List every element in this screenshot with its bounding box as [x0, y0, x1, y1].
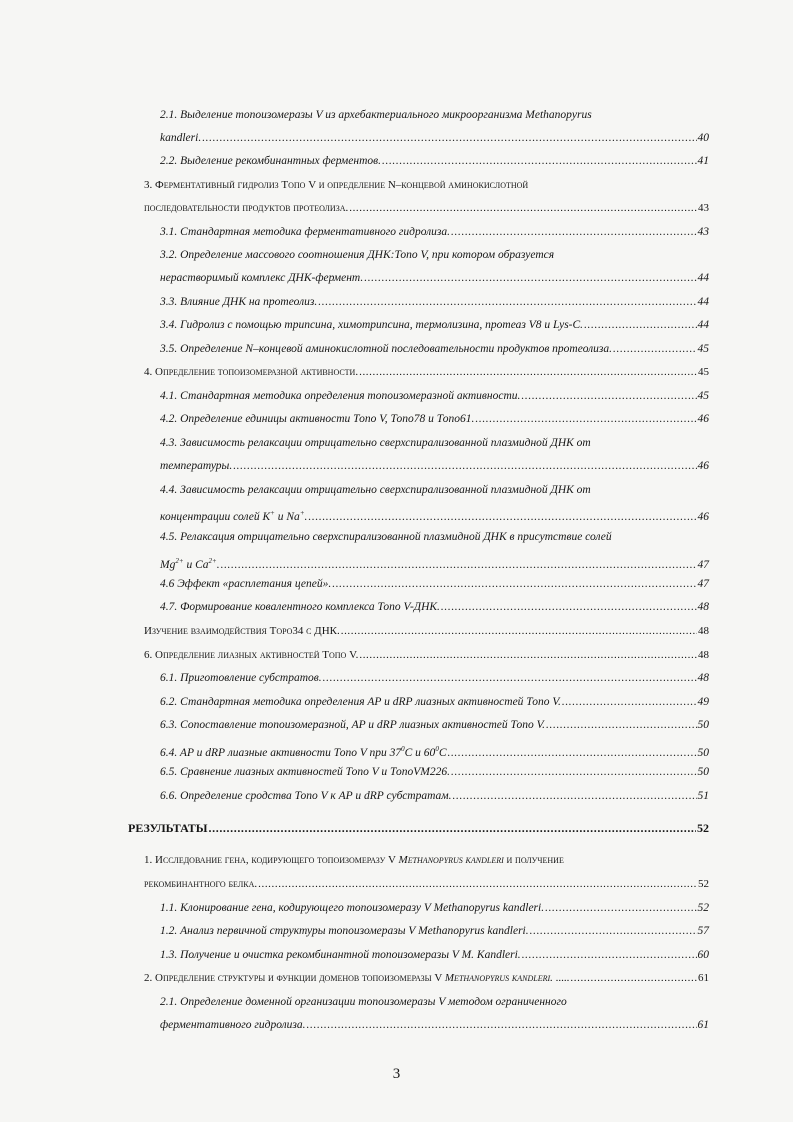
toc-entry-text: рекомбинантного белка. [144, 878, 258, 890]
toc-entry-4-6 [160, 577, 709, 591]
text-run: Methanopyrus kandleri [398, 854, 504, 866]
text-run: и получение [503, 854, 564, 866]
toc-entry-4-5 [160, 554, 709, 572]
toc-entry-text: нерастворимый комплекс ДНК-фермент. [160, 272, 364, 284]
leader-dots [562, 695, 697, 709]
toc-entry-4 [144, 365, 709, 379]
toc-entry-text: 1.2. Анализ первичной структуры топоизомеразы V Methanopyrus kandleri. [160, 925, 529, 937]
toc-entry-6-3 [160, 718, 709, 732]
toc-entry-3-4 [160, 318, 709, 332]
text-run: . [304, 510, 308, 523]
toc-entry-3-2 [160, 271, 709, 285]
leader-dots [441, 600, 697, 614]
toc-page-number: 48 [697, 601, 709, 613]
leader-dots [308, 510, 696, 524]
toc-entry-text: ферментативного гидролиза. [160, 1019, 306, 1031]
leader-dots [522, 948, 697, 962]
toc-entry-4-3-line1: 4.3. Зависимость релаксации отрицательно сверхспирализованной плазмидной ДНК от [160, 437, 591, 449]
leader-dots [613, 342, 696, 356]
toc-page-number: 48 [698, 625, 709, 637]
toc-entry-3-2-line1: 3.2. Определение массового соотношения ДНК:Топо V, при котором образуется [160, 249, 555, 261]
toc-entry-text [144, 971, 569, 985]
toc-entry-text [160, 554, 220, 572]
toc-page-number: 61 [697, 1019, 709, 1031]
leader-dots [359, 365, 697, 379]
toc-entry-3-1 [160, 225, 709, 239]
toc-page-number: 48 [697, 672, 709, 684]
toc-entry-6-2 [160, 695, 709, 709]
toc-page-number: 47 [697, 578, 709, 590]
toc-entry-r1-line1 [144, 853, 564, 867]
toc-page-number: 50 [697, 766, 709, 778]
toc-entry-r2-1-line1: 2.1. Определение доменной организации топоизомеразы V методом ограниченного [160, 996, 567, 1008]
toc-entry-4-3 [160, 459, 709, 473]
toc-entry-4-4-line1: 4.4. Зависимость релаксации отрицательно сверхспирализованной плазмидной ДНК от [160, 484, 591, 496]
leader-dots [530, 924, 697, 938]
toc-entry-6-5 [160, 765, 709, 779]
leader-dots [451, 765, 696, 779]
toc-entry-r1-2 [160, 924, 709, 938]
toc-page-number: 47 [697, 558, 709, 571]
toc-entry-r1-3 [160, 948, 709, 962]
toc-page-number: 52 [698, 878, 709, 890]
leader-dots [202, 131, 696, 145]
leader-dots [221, 558, 697, 572]
toc-entry-text: Изучение взаимодействия Topo34 с ДНК. [144, 625, 340, 637]
toc-entry-text [160, 742, 446, 760]
text-run: 2. Определение структуры и функции доменов топоизомеразы V [144, 972, 445, 984]
toc-entry-4-7 [160, 600, 709, 614]
leader-dots [453, 789, 697, 803]
toc-entry-text: 1.3. Получение и очистка рекомбинантной топоизомеразы V M. Kandleri. [160, 949, 521, 961]
toc-page-number: 48 [698, 649, 709, 661]
toc-page-number: 50 [697, 746, 709, 759]
toc-page-number: 45 [697, 390, 709, 402]
toc-entry-text: РЕЗУЛЬТАТЫ [128, 821, 208, 835]
toc-entry-6-4 [160, 742, 709, 760]
text-run: C и 60 [404, 746, 436, 759]
toc-page-number: 44 [697, 319, 709, 331]
toc-entry-6 [144, 648, 709, 662]
leader-dots [570, 971, 697, 985]
toc-entry-3-3 [160, 295, 709, 309]
leader-dots [359, 648, 697, 662]
toc-entry-text: 6.3. Сопоставление топоизомеразной, AP и dRP лиазных активностей Топо V. [160, 719, 546, 731]
text-run: Mg [160, 558, 176, 571]
leader-dots [382, 154, 697, 168]
leader-dots [447, 746, 696, 760]
page-number: 3 [392, 1066, 401, 1082]
toc-entry-text: 6.5. Сравнение лиазных активностей Топо V и ТопоVM226. [160, 766, 451, 778]
toc-entry-3-5 [160, 342, 709, 356]
toc-entry-text: 3.5. Определение N–концевой аминокислотной последовательности продуктов протеолиза. [160, 343, 613, 355]
toc-section-results [128, 821, 709, 835]
toc-entry-text: температуры. [160, 460, 233, 472]
toc-entry-text: 6.1. Приготовление субстратов. [160, 672, 322, 684]
toc-entry-4-5-line1: 4.5. Релаксация отрицательно сверхспирализованной плазмидной ДНК в присутствие солей [160, 531, 612, 543]
leader-dots [332, 577, 696, 591]
toc-page-number: 43 [698, 202, 709, 214]
superscript: 0 [435, 745, 439, 753]
leader-dots [258, 877, 697, 891]
toc-entry-6-1 [160, 671, 709, 685]
text-run: концентрации солей K [160, 510, 271, 523]
toc-entry-6-6 [160, 789, 709, 803]
toc-page-number: 44 [697, 296, 709, 308]
leader-dots [546, 718, 696, 732]
toc-page-number: 43 [697, 226, 709, 238]
leader-dots [364, 271, 696, 285]
toc-entry-r1 [144, 877, 709, 891]
toc-page-number: 45 [698, 366, 709, 378]
toc-page-number: 46 [697, 460, 709, 472]
toc-entry-text: 4.2. Определение единицы активности Топо V, Топо78 и Топо61. [160, 413, 475, 425]
toc-entry-text: последовательности продуктов протеолиза. [144, 202, 349, 214]
toc-page-number: 49 [697, 696, 709, 708]
toc-entry-4-2 [160, 412, 709, 426]
leader-dots [545, 901, 696, 915]
superscript: 0 [401, 745, 405, 753]
toc-entry-5 [144, 624, 709, 638]
toc-page-number: 60 [697, 949, 709, 961]
toc-entry-text: 3.4. Гидролиз с помощью трипсина, химотрипсина, термолизина, протеаз V8 и Lys-C. [160, 319, 584, 331]
text-run: Methanopyrus kandleri. [444, 972, 553, 984]
leader-dots [307, 1018, 697, 1032]
superscript: + [270, 509, 275, 517]
toc-page-number: 52 [697, 902, 709, 914]
toc-entry-text [160, 506, 307, 524]
leader-dots [323, 671, 697, 685]
toc-entry-2-1 [160, 131, 709, 145]
toc-entry-text: 3.1. Стандартная методика ферментативного гидролиза. [160, 226, 451, 238]
text-run: ..... [552, 972, 570, 984]
toc-entry-3 [144, 201, 709, 215]
text-run: и Ca [183, 558, 209, 571]
text-run: 6.4. AP и dRP лиазные активности Топо V при 37 [160, 746, 402, 759]
toc-entry-text: 4.6 Эффект «расплетания цепей». [160, 578, 332, 590]
toc-page-number: 45 [697, 343, 709, 355]
toc-entry-text: 6. Определение лиазных активностей Топо V. [144, 649, 359, 661]
toc-entry-text: 6.6. Определение сродства Топо V к AP и dRP субстратам. [160, 790, 452, 802]
toc-page-number: 40 [697, 132, 709, 144]
toc-page-number: 50 [697, 719, 709, 731]
toc-entry-r1-1 [160, 901, 709, 915]
leader-dots [233, 459, 696, 473]
toc-page-number: 57 [697, 925, 709, 937]
superscript: + [299, 509, 305, 517]
toc-entry-2-1-line1: 2.1. Выделение топоизомеразы V из архебактериального микроорганизма Methanopyrus [160, 109, 592, 121]
toc-entry-text: 4.1. Стандартная методика определения топоизомеразной активности. [160, 390, 521, 402]
leader-dots [349, 201, 697, 215]
toc-entry-text: 4.7. Формирование ковалентного комплекса Топо V-ДНК. [160, 601, 440, 613]
superscript: 2+ [208, 557, 217, 565]
leader-dots [584, 318, 696, 332]
text-run: и Na [274, 510, 300, 523]
leader-dots [318, 295, 696, 309]
leader-dots [341, 624, 697, 638]
toc-page-number: 46 [697, 413, 709, 425]
text-run: 1. Исследование гена, кодирующего топоизомеразу V [144, 854, 399, 866]
toc-page-number: 61 [698, 972, 709, 984]
toc-page-number: 44 [697, 272, 709, 284]
toc-entry-text: 1.1. Клонирование гена, кодирующего топоизомеразу V Methanopyrus kandleri. [160, 902, 545, 914]
toc-entry-text: 2.2. Выделение рекомбинантных ферментов. [160, 155, 381, 167]
toc-entry-4-4 [160, 506, 709, 524]
toc-page-number: 46 [697, 510, 709, 523]
leader-dots [521, 389, 696, 403]
toc-entry-text: 4. Определение топоизомеразной активности. [144, 366, 359, 378]
toc-entry-2-2 [160, 154, 709, 168]
toc-entry-r2 [144, 971, 709, 985]
toc-entry-r2-1 [160, 1018, 709, 1032]
toc-entry-text: 6.2. Стандартная методика определения AP и dRP лиазных активностей Топо V. [160, 696, 561, 708]
toc-entry-text: kandleri. [160, 132, 202, 144]
superscript: 2+ [175, 557, 184, 565]
leader-dots [451, 225, 696, 239]
text-run: . [216, 558, 220, 571]
leader-dots [475, 412, 696, 426]
toc-entry-text: 3.3. Влияние ДНК на протеолиз. [160, 296, 318, 308]
text-run: C [438, 746, 447, 759]
toc-page-number: 51 [697, 790, 709, 802]
toc-entry-4-1 [160, 389, 709, 403]
toc-page-number: 52 [697, 821, 709, 835]
toc-entry-3-line1: 3. Ферментативный гидролиз Топо V и определение N–концевой аминокислотной [144, 179, 529, 191]
leader-dots [209, 821, 696, 835]
toc-page-number: 41 [697, 155, 709, 167]
